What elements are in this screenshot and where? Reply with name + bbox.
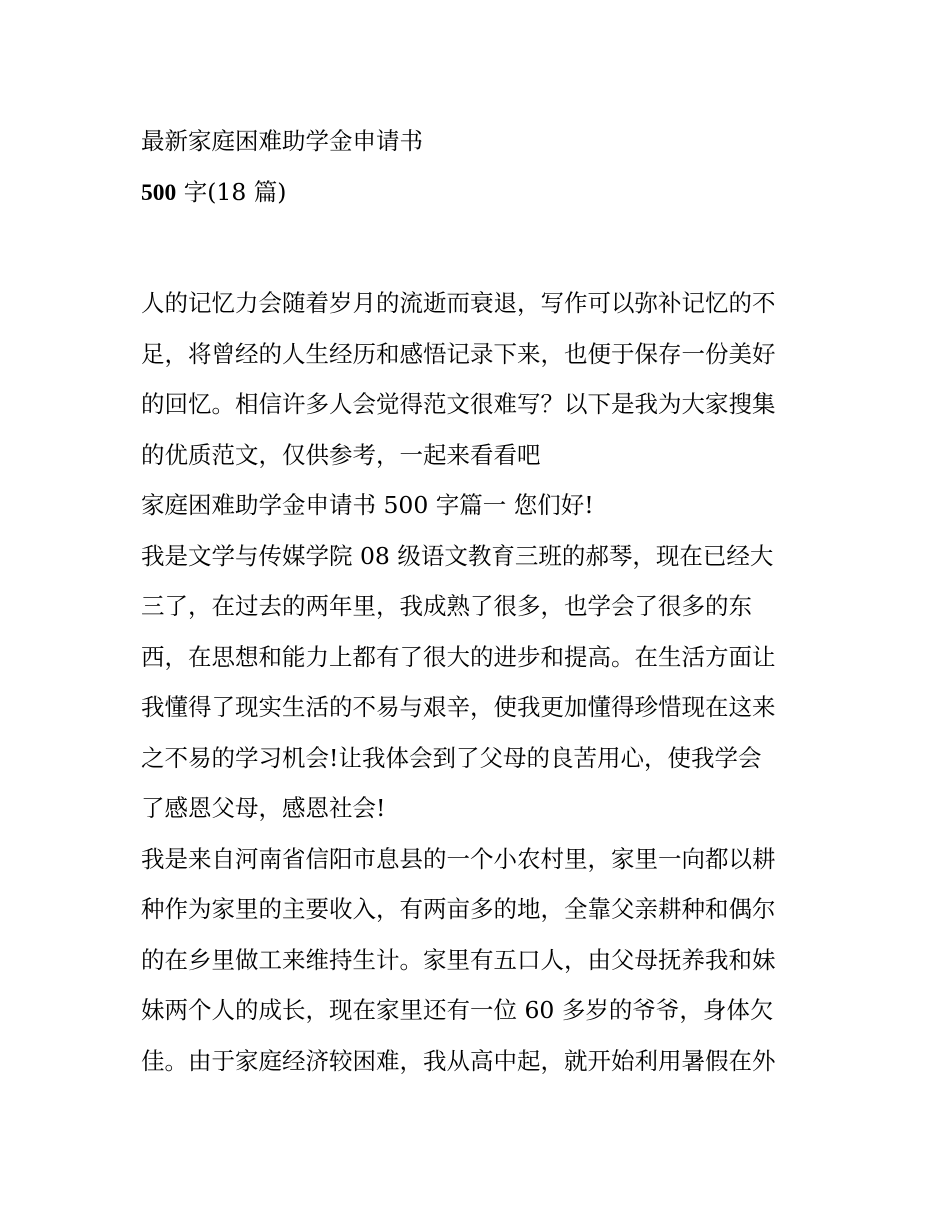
paragraph-line: 我是文学与传媒学院 08 级语文教育三班的郝琴，现在已经大 [141, 541, 774, 570]
title-line-2 [141, 167, 821, 218]
paragraph-line: 的在乡里做工来维持生计。家里有五口人，由父母抚养我和妹 [141, 945, 776, 974]
paragraph-family [141, 834, 821, 1087]
section-heading [141, 480, 821, 531]
paragraph-line: 我懂得了现实生活的不易与艰辛，使我更加懂得珍惜现在这来 [141, 693, 776, 721]
paragraph-line: 三了，在过去的两年里，我成熟了很多，也学会了很多的东 [141, 592, 752, 620]
paragraph-line: 家庭困难助学金申请书 500 字篇一 您们好! [141, 491, 594, 519]
paragraph-line: 的优质范文，仅供参考，一起来看看吧 [141, 440, 541, 469]
title-line-1: 最新家庭困难助学金申请书 [141, 127, 423, 155]
document-body [141, 278, 821, 1086]
paragraph-line: 西，在思想和能力上都有了很大的进步和提高。在生活方面让 [141, 642, 776, 671]
paragraph-line: 我是来自河南省信阳市息县的一个小农村里，家里一向都以耕 [141, 844, 776, 873]
document-title [141, 116, 821, 217]
paragraph-line: 的回忆。相信许多人会觉得范文很难写？以下是我为大家搜集 [141, 390, 776, 418]
title-suffix: 字(18 篇) [176, 177, 287, 206]
paragraph-line: 了感恩父母，感恩社会! [141, 794, 386, 822]
paragraph-line: 佳。由于家庭经济较困难，我从高中起，就开始利用暑假在外 [141, 1046, 776, 1075]
paragraph-line: 之不易的学习机会!让我体会到了父母的良苦用心，使我学会 [141, 743, 762, 772]
paragraph-line: 种作为家里的主要收入，有两亩多的地，全靠父亲耕种和偶尔 [141, 895, 776, 923]
paragraph-line: 妹两个人的成长，现在家里还有一位 60 多岁的爷爷，身体欠 [141, 996, 774, 1024]
title-number: 500 [141, 179, 177, 206]
paragraph-line: 足，将曾经的人生经历和感悟记录下来，也便于保存一份美好 [141, 339, 776, 368]
paragraph-self-intro [141, 531, 821, 834]
paragraph-line: 人的记忆力会随着岁月的流逝而衰退，写作可以弥补记忆的不 [141, 289, 776, 317]
paragraph-intro [141, 278, 821, 480]
